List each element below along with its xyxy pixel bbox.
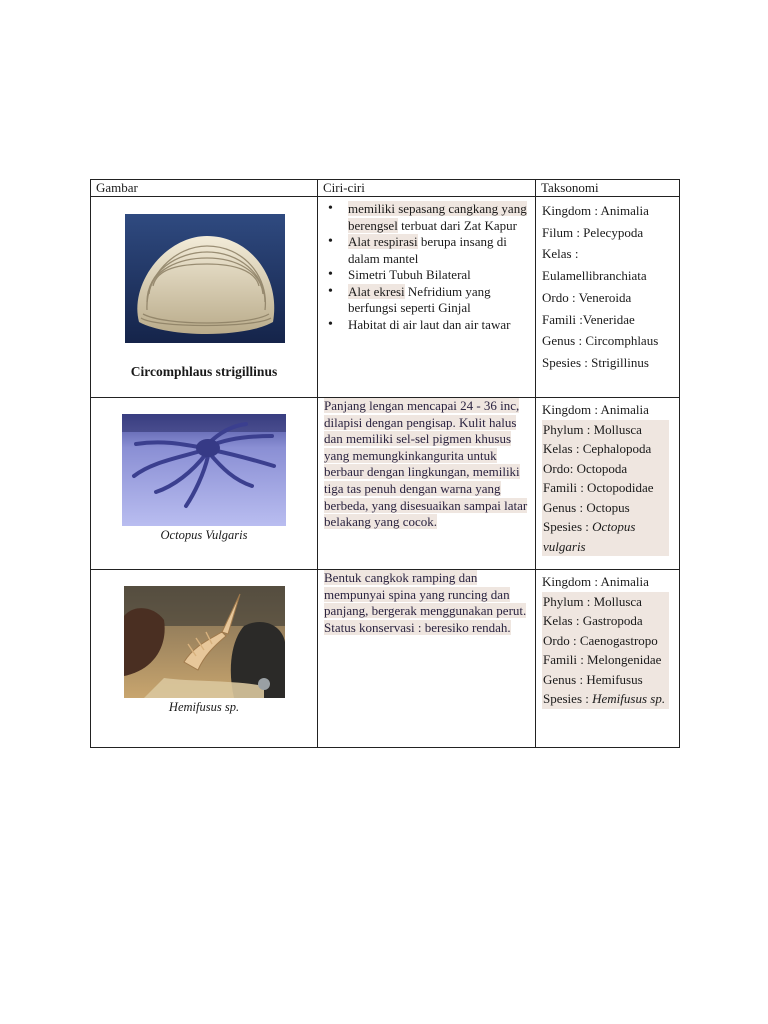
taxonomy-line: Kingdom : Animalia <box>542 574 649 589</box>
taxonomy-line: Kelas : <box>542 246 579 262</box>
taxonomy-line: Kelas : Gastropoda <box>542 611 669 631</box>
trait-text: Nefridium yang berfungsi seperti Ginjal <box>348 283 491 315</box>
taxonomy-cell <box>536 398 680 570</box>
header-row <box>91 180 680 197</box>
trait-text: Habitat di air laut dan air tawar <box>348 316 511 332</box>
header-taksonomi: Taksonomi <box>536 180 680 197</box>
taxonomy-list <box>536 197 679 374</box>
image-caption: Octopus Vulgaris <box>160 528 248 542</box>
description-cell <box>318 398 536 570</box>
list-item <box>324 284 531 317</box>
list-item <box>324 234 531 267</box>
taxonomy-line: Genus : Circomphlaus <box>542 333 659 349</box>
taxonomy-species: Spesies : Octopus vulgaris <box>542 517 669 556</box>
header-gambar: Gambar <box>91 180 318 197</box>
trait-text: terbuat dari Zat Kapur <box>401 217 517 233</box>
taxonomy-cell <box>536 570 680 748</box>
taxonomy-list <box>536 398 679 556</box>
taxonomy-line: Phylum : Mollusca <box>542 592 669 612</box>
description-text: Bentuk cangkok ramping dan mempunyai spina yang runcing dan panjang, bergerak menggunakan perut. Status konservasi : beresiko rendah. <box>324 570 527 635</box>
hemifusus-snail-photo <box>124 586 285 698</box>
list-item <box>324 267 531 284</box>
taxonomy-line: Famili : Melongenidae <box>542 650 669 670</box>
image-cell <box>91 570 318 748</box>
table-row <box>91 197 680 398</box>
table-row <box>91 570 680 748</box>
taxonomy-line: Famili : Octopodidae <box>542 478 669 498</box>
trait-bold: Alat respirasi <box>348 234 418 249</box>
taxonomy-list <box>536 570 679 709</box>
table-row <box>91 398 680 570</box>
image-caption: Hemifusus sp. <box>168 700 240 714</box>
taxonomy-line: Kingdom : Animalia <box>542 402 649 417</box>
traits-cell <box>318 197 536 398</box>
taxonomy-line: Kelas : Cephalopoda <box>542 439 669 459</box>
description-cell <box>318 570 536 748</box>
trait-bold: Alat ekresi <box>348 283 405 299</box>
list-item <box>324 317 531 334</box>
taxonomy-line: Genus : Hemifusus <box>542 670 669 690</box>
trait-text: berupa insang di dalam mantel <box>348 234 507 266</box>
octopus-photo <box>122 414 286 526</box>
taxonomy-line: Genus : Octopus <box>542 498 669 518</box>
clam-shell-photo <box>125 214 285 343</box>
description-text: Panjang lengan mencapai 24 - 36 inc, dilapisi dengan pengisap. Kulit halus dan memiliki sel-sel pigmen khusus yang memungkinkangurita untuk berbaur dengan lingkungan, memiliki tiga tas penuh dengan warna yang berbeda, yang disesuaikan sampai latar belakang yang cocok. <box>324 398 528 530</box>
taxonomy-line: Ordo : Caenogastropo <box>542 631 669 651</box>
traits-list <box>318 197 535 333</box>
taxonomy-cell <box>536 197 680 398</box>
image-caption: Circomphlaus strigillinus <box>130 364 278 379</box>
image-cell <box>91 197 318 398</box>
taxonomy-line: Ordo : Veneroida <box>542 289 632 305</box>
taxonomy-line: Phylum : Mollusca <box>542 420 669 440</box>
taxonomy-line: Eulamellibranchiata <box>542 268 647 284</box>
taxonomy-line: Ordo: Octopoda <box>542 459 669 479</box>
list-item <box>324 201 531 234</box>
taxonomy-line: Famili :Veneridae <box>542 311 635 327</box>
taxonomy-line: Kingdom : Animalia <box>542 203 649 218</box>
trait-text: Simetri Tubuh Bilateral <box>348 267 471 282</box>
taxonomy-line: Filum : Pelecypoda <box>542 224 644 240</box>
taxonomy-species: Spesies : Hemifusus sp. <box>542 689 669 709</box>
header-ciri-ciri: Ciri-ciri <box>318 180 536 197</box>
image-cell <box>91 398 318 570</box>
taxonomy-table <box>90 179 680 748</box>
trait-bold: memiliki sepasang cangkang yang berengsel <box>348 201 527 233</box>
taxonomy-line: Spesies : Strigillinus <box>542 354 649 370</box>
